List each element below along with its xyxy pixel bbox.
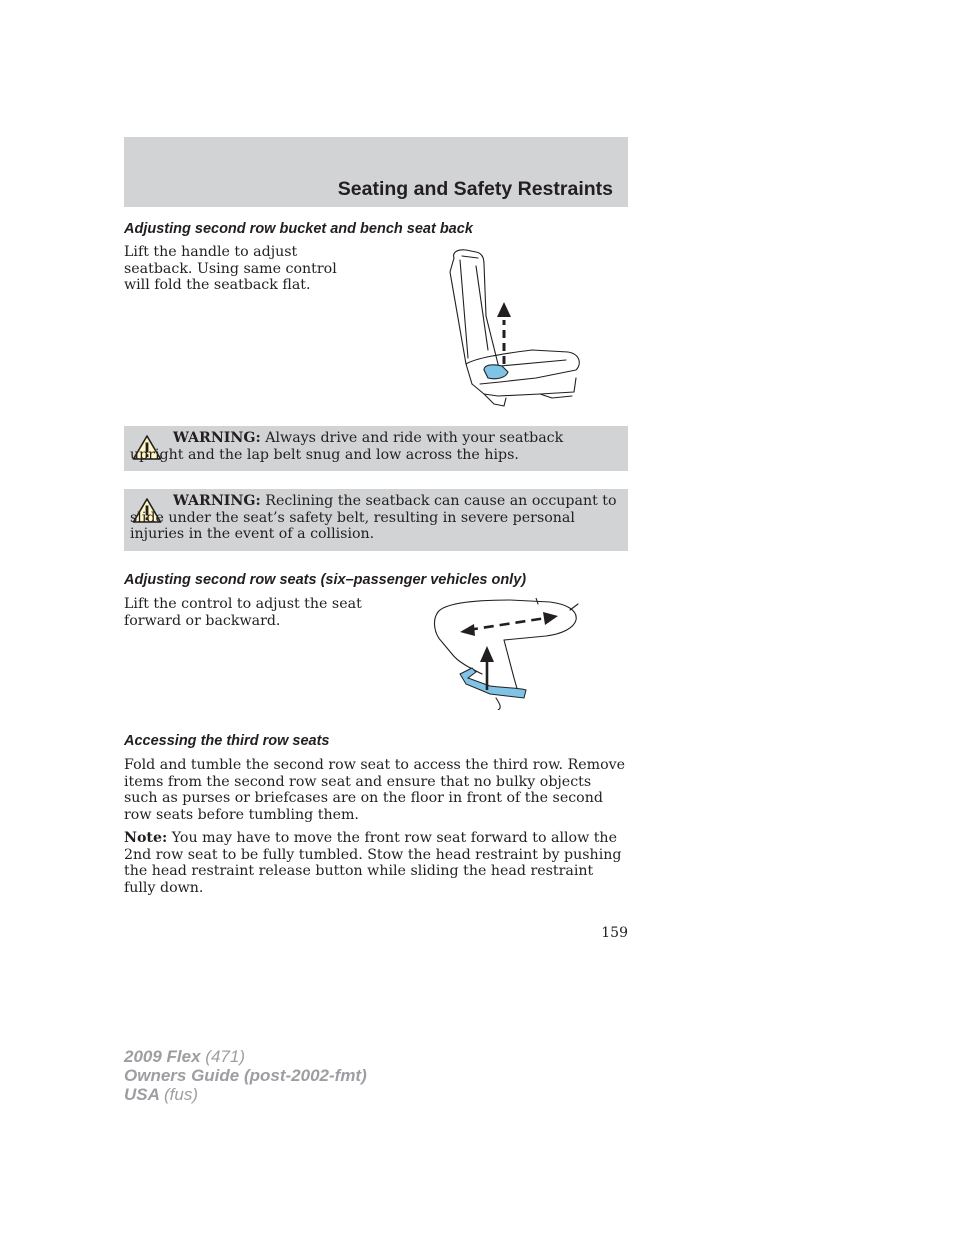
heading-third-row: Accessing the third row seats [124,733,330,749]
note-text: You may have to move the front row seat forward to allow the 2nd row seat to be fully tumbled. Stow the head restraint by pushing the head restraint release button while sliding the head restraint fully down. [124,830,622,896]
seatback-lever-illustration [440,246,590,411]
third-row-note [124,830,629,896]
seat-slide-instructions: Lift the control to adjust the seat forward or backward. [124,596,362,629]
footer-model-code: (471) [205,1047,245,1066]
warning-box-seatback-upright [124,426,628,471]
document-footer [124,1047,367,1104]
third-row-paragraph: Fold and tumble the second row seat to access the third row. Remove items from the second row seat and ensure that no bulky objects such as purses or briefcases are on the floor in front of the second row seats before tumbling them. [124,757,626,823]
seat-slide-lever-illustration [430,598,582,710]
section-header-band [124,137,628,207]
warning-message: Reclining the seatback can cause an occupant to slide under the seat’s safety belt, resulting in severe personal injuries in the event of a collision. [130,493,617,542]
note-label: Note: [124,830,168,846]
heading-seat-back: Adjusting second row bucket and bench seat back [124,221,473,237]
footer-market-code: (fus) [164,1085,198,1104]
warning-box-reclining [124,489,628,551]
footer-market: USA [124,1085,160,1104]
footer-guide: Owners Guide (post-2002-fmt) [124,1066,367,1085]
page-number: 159 [601,925,628,941]
warning-text [130,493,620,543]
warning-message: Always drive and ride with your seatback upright and the lap belt snug and low across the hips. [130,430,564,463]
footer-model: 2009 Flex [124,1047,201,1066]
section-title: Seating and Safety Restraints [337,178,613,200]
warning-label: WARNING: [173,430,261,446]
warning-text [130,430,620,463]
heading-seat-slide: Adjusting second row seats (six–passenger vehicles only) [124,572,527,588]
warning-label: WARNING: [173,493,261,509]
seat-back-instructions: Lift the handle to adjust seatback. Using same control will fold the seatback flat. [124,244,337,293]
